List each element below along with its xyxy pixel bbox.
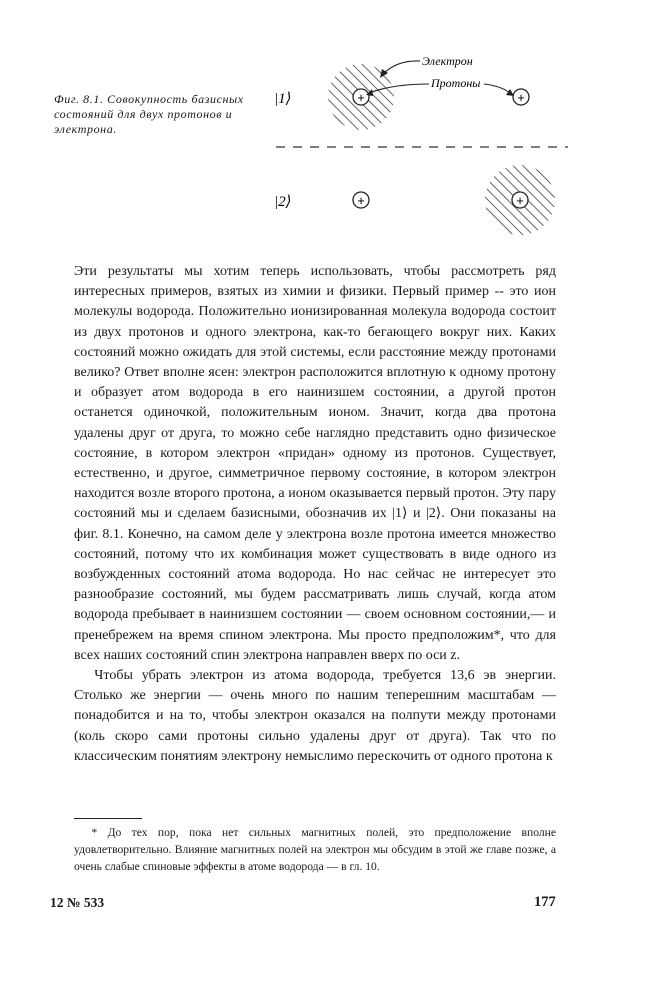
protons-pointer-right xyxy=(484,84,510,93)
state2-ket: |2⟩ xyxy=(274,194,292,210)
state1-ket: |1⟩ xyxy=(274,91,292,107)
proton-sign: + xyxy=(357,90,365,105)
footnote xyxy=(74,824,556,875)
proton-sign: + xyxy=(516,193,524,208)
printer-signature: 12 № 533 xyxy=(50,895,105,910)
electron-pointer xyxy=(384,61,420,73)
main-text xyxy=(74,262,556,767)
footnote-text: * До тех пор, пока нет сильных магнитных полей, это предположение вполне удовлетворительно. Влияние магнитных полей на электрон мы обсудим в этой же главе позже, а очень слабые спиновые эффекты в атоме водорода — в гл. 10. xyxy=(74,826,556,873)
page-number: 177 xyxy=(534,894,556,910)
paragraph: Чтобы убрать электрон из атома водорода, требуется 13,6 эв энергии. Столько же энергии — очень много по нашим теперешним масштабам — понадобится и на то, чтобы электрон оказался на полпути между протонами (коль скоро сами протоны сильно удалены друг от друга). Так что по классическим понятиям электрону немыслимо перескочить от одного протона к xyxy=(74,668,556,764)
proton-sign: + xyxy=(517,90,525,105)
electron-label: Электрон xyxy=(422,54,473,68)
proton-sign: + xyxy=(357,193,365,208)
figure-8-1 xyxy=(268,40,578,255)
arrowhead xyxy=(506,89,514,96)
footnote-rule xyxy=(74,818,142,819)
protons-label: Протоны xyxy=(431,76,481,90)
paragraph: Эти результаты мы хотим теперь использовать, чтобы рассмотреть ряд интересных примеров, взятых из химии и физики. Первый пример -- это ион молекулы водорода. Положительно ионизированная молекула водорода состоит из двух протонов и одного электрона, как-то бегающего вокруг них. Каких состояний можно ожидать для этой системы, если расстояние между протонами велико? Ответ вполне ясен: электрон расположится вплотную к одному протону и образует атом водорода в его наинизшем состоянии, а другой протон останется одиночкой, положительным ионом. Значит, когда два протона удалены друг от друга, то можно себе наглядно представить одно физическое состояние, в котором электрон «придан» одному из протонов. Существует, естественно, и другое, симметричное первому состояние, в котором электрон находится возле второго протона, а ионом оказывается первый протон. Эту пару состояний мы и сделаем базисными, обозначив их |1⟩ и |2⟩. Они показаны на фиг. 8.1. Конечно, на самом деле у электрона возле протона имеется множество состояний, потому что их комбинация может существовать в виде одного из возбужденных состояний атома водорода. Но нас сейчас не интересует это разнообразие состояний, мы будем рассматривать лишь случай, когда атом водорода пребывает в наинизшем состоянии — своем основном состоянии,— и пренебрежем на время спином электрона. Мы просто предположим*, что для всех наших состояний спин электрона направлен вверх по оси z. xyxy=(74,264,556,663)
figure-caption: Фиг. 8.1. Совокупность базисных состояний для двух протонов и электрона. xyxy=(54,92,244,136)
